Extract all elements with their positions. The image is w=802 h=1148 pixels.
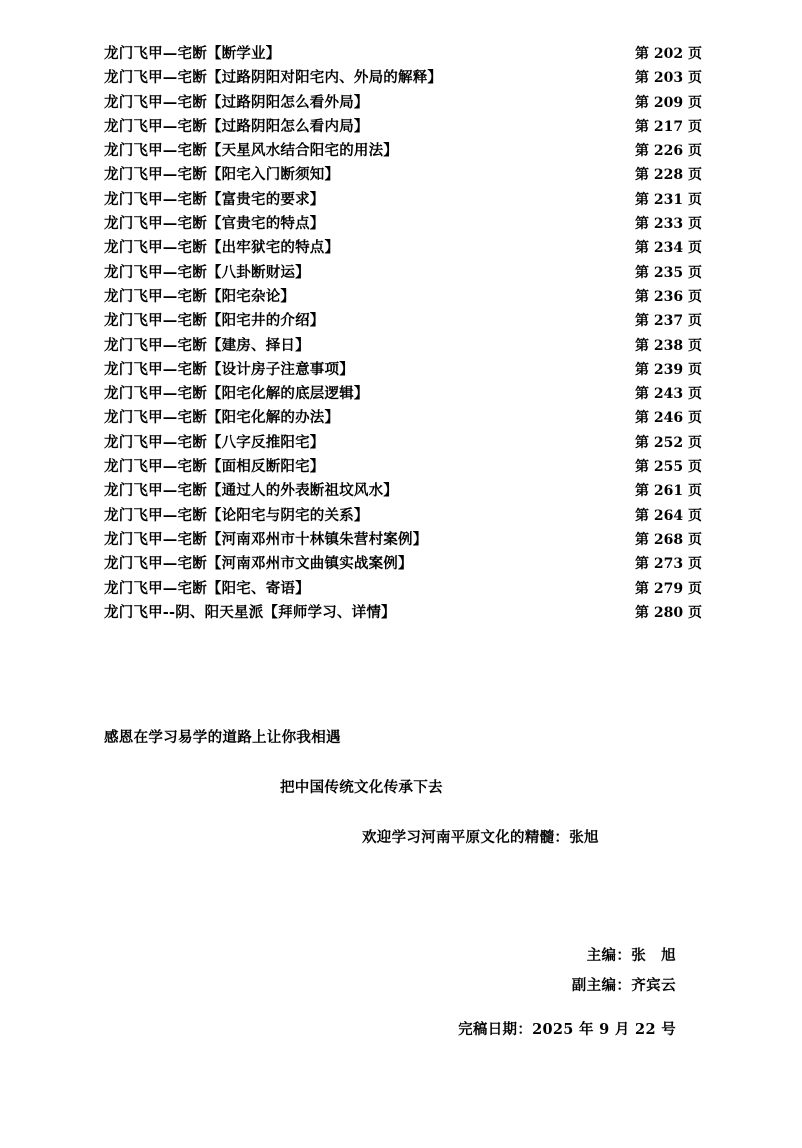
toc-entry-page: 第 231 页	[635, 191, 702, 208]
toc-entry-page: 第 252 页	[635, 434, 702, 451]
toc-entry-page: 第 228 页	[635, 167, 702, 184]
toc-entry-page: 第 217 页	[635, 118, 702, 135]
toc-entry-title: 龙门飞甲—宅断【阳宅入门断须知】	[104, 166, 340, 184]
toc-entry-page: 第 236 页	[635, 288, 702, 305]
toc-entry[interactable]	[104, 261, 702, 285]
deputy-editor-line: 副主编：齐宾云	[571, 977, 676, 995]
toc-entry[interactable]	[104, 601, 702, 625]
toc-entry[interactable]	[104, 188, 702, 212]
toc-entry[interactable]	[104, 115, 702, 139]
toc-entry[interactable]	[104, 309, 702, 333]
toc-entry-page: 第 243 页	[635, 386, 702, 403]
toc-entry[interactable]	[104, 431, 702, 455]
toc-entry-title: 龙门飞甲—宅断【建房、择日】	[104, 336, 310, 354]
toc-entry-title: 龙门飞甲—宅断【阳宅化解的办法】	[104, 409, 340, 427]
toc-entry[interactable]	[104, 42, 702, 66]
toc-entry[interactable]	[104, 504, 702, 528]
toc-entry[interactable]	[104, 212, 702, 236]
toc-entry[interactable]	[104, 91, 702, 115]
toc-entry-title: 龙门飞甲—宅断【断学业】	[104, 45, 281, 62]
toc-entry[interactable]	[104, 382, 702, 406]
toc-entry-page: 第 233 页	[635, 216, 702, 233]
toc-entry-page: 第 255 页	[635, 459, 702, 476]
closing-line-3: 欢迎学习河南平原文化的精髓：张旭	[362, 829, 599, 847]
toc-entry[interactable]	[104, 577, 702, 601]
toc-entry-title: 龙门飞甲—宅断【阳宅杂论】	[104, 287, 296, 305]
completion-date: 完稿日期：2025 年 9 月 22 号	[458, 1021, 676, 1039]
toc-entry-title: 龙门飞甲—宅断【官贵宅的特点】	[104, 215, 325, 233]
toc-entry[interactable]	[104, 236, 702, 260]
toc-entry-page: 第 209 页	[635, 94, 702, 111]
toc-entry-title: 龙门飞甲—宅断【富贵宅的要求】	[104, 190, 325, 208]
signoff-block	[104, 941, 702, 1045]
toc-entry[interactable]	[104, 528, 702, 552]
toc-entry-title: 龙门飞甲—宅断【河南邓州市十林镇朱营村案例】	[104, 530, 428, 548]
toc-entry-page: 第 268 页	[635, 531, 702, 548]
toc-entry[interactable]	[104, 479, 702, 503]
toc-entry-page: 第 264 页	[635, 507, 702, 524]
toc-entry-title: 龙门飞甲—宅断【过路阴阳怎么看外局】	[104, 93, 369, 111]
toc-entry-title: 龙门飞甲—宅断【阳宅井的介绍】	[104, 312, 325, 330]
table-of-contents	[104, 42, 702, 625]
toc-entry-page: 第 203 页	[635, 70, 702, 87]
toc-entry[interactable]	[104, 163, 702, 187]
toc-entry-title: 龙门飞甲—宅断【阳宅、寄语】	[104, 579, 310, 597]
toc-entry[interactable]	[104, 285, 702, 309]
toc-entry-title: 龙门飞甲—宅断【过路阴阳怎么看内局】	[104, 117, 369, 135]
toc-entry-title: 龙门飞甲—宅断【设计房子注意事项】	[104, 360, 354, 378]
toc-entry-title: 龙门飞甲—宅断【通过人的外表断祖坟风水】	[104, 482, 398, 500]
toc-entry-title: 龙门飞甲—宅断【河南邓州市文曲镇实战案例】	[104, 555, 413, 573]
toc-entry[interactable]	[104, 455, 702, 479]
toc-entry-page: 第 239 页	[635, 361, 702, 378]
toc-entry-page: 第 235 页	[635, 264, 702, 281]
toc-entry-page: 第 261 页	[635, 483, 702, 500]
toc-entry[interactable]	[104, 139, 702, 163]
toc-entry-page: 第 273 页	[635, 556, 702, 573]
toc-entry-page: 第 202 页	[635, 46, 702, 62]
toc-entry-title: 龙门飞甲—宅断【论阳宅与阴宅的关系】	[104, 506, 369, 524]
toc-entry-page: 第 280 页	[635, 604, 702, 621]
toc-entry-page: 第 238 页	[635, 337, 702, 354]
closing-block	[104, 713, 702, 863]
toc-entry[interactable]	[104, 406, 702, 430]
toc-entry[interactable]	[104, 358, 702, 382]
toc-entry-title: 龙门飞甲—宅断【八字反推阳宅】	[104, 433, 325, 451]
closing-line-2: 把中国传统文化传承下去	[280, 779, 443, 797]
toc-entry-title: 龙门飞甲—宅断【面相反断阳宅】	[104, 458, 325, 476]
toc-entry-page: 第 246 页	[635, 410, 702, 427]
toc-entry-page: 第 237 页	[635, 313, 702, 330]
toc-entry-title: 龙门飞甲—宅断【天星风水结合阳宅的用法】	[104, 142, 398, 160]
toc-entry[interactable]	[104, 334, 702, 358]
toc-entry-title: 龙门飞甲--阴、阳天星派【拜师学习、详情】	[104, 603, 396, 621]
toc-entry-title: 龙门飞甲—宅断【出牢狱宅的特点】	[104, 239, 340, 257]
toc-entry-title: 龙门飞甲—宅断【过路阴阳对阳宅内、外局的解释】	[104, 69, 443, 87]
toc-entry-page: 第 226 页	[635, 143, 702, 160]
toc-entry-page: 第 234 页	[635, 240, 702, 257]
toc-entry[interactable]	[104, 552, 702, 576]
toc-entry[interactable]	[104, 66, 702, 90]
toc-entry-page: 第 279 页	[635, 580, 702, 597]
editor-line: 主编：张 旭	[586, 947, 676, 965]
toc-entry-title: 龙门飞甲—宅断【八卦断财运】	[104, 263, 310, 281]
toc-entry-title: 龙门飞甲—宅断【阳宅化解的底层逻辑】	[104, 385, 369, 403]
closing-line-1: 感恩在学习易学的道路上让你我相遇	[104, 729, 341, 747]
